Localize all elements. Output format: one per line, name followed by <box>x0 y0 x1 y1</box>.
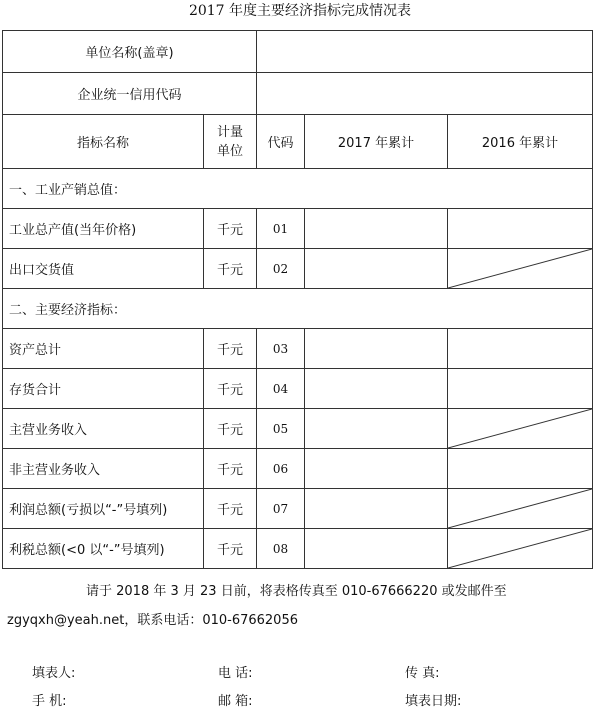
row-unit: 千元 <box>204 409 257 449</box>
diagonal-strike <box>448 489 592 528</box>
cell-2016[interactable] <box>448 209 593 249</box>
cell-2016-disabled <box>448 489 593 529</box>
cell-2016[interactable] <box>448 329 593 369</box>
table-row <box>3 409 593 449</box>
row-unit: 千元 <box>204 329 257 369</box>
row-code: 04 <box>257 369 305 409</box>
table-row <box>3 449 593 489</box>
fax-label: 传 真: <box>405 666 440 681</box>
header-row <box>3 115 593 169</box>
date-label: 填表日期: <box>405 694 462 709</box>
section-title-2: 二、主要经济指标： <box>3 289 593 329</box>
row-code: 05 <box>257 409 305 449</box>
row-unit: 千元 <box>204 209 257 249</box>
unit-name-label: 单位名称(盖章) <box>3 31 257 73</box>
section-title-1: 一、工业产销总值： <box>3 169 593 209</box>
indicator-table <box>2 30 593 569</box>
credit-code-row <box>3 73 593 115</box>
row-unit: 千元 <box>204 529 257 569</box>
diagonal-strike <box>448 529 592 568</box>
row-name: 非主营业务收入 <box>3 449 204 489</box>
table-row <box>3 249 593 289</box>
form-title: 2017 年度主要经济指标完成情况表 <box>188 3 412 19</box>
row-unit: 千元 <box>204 369 257 409</box>
cell-2016-disabled <box>448 249 593 289</box>
section-row-2 <box>3 289 593 329</box>
cell-2017[interactable] <box>305 329 448 369</box>
credit-code-field[interactable] <box>257 73 593 115</box>
filler-label: 填表人: <box>32 666 76 681</box>
mobile-label: 手 机: <box>32 694 67 709</box>
row-name: 工业总产值(当年价格) <box>3 209 204 249</box>
cell-2016[interactable] <box>448 369 593 409</box>
row-code: 01 <box>257 209 305 249</box>
row-name: 存货合计 <box>3 369 204 409</box>
cell-2016-disabled <box>448 409 593 449</box>
cell-2017[interactable] <box>305 489 448 529</box>
row-code: 02 <box>257 249 305 289</box>
row-name: 主营业务收入 <box>3 409 204 449</box>
row-name: 利润总额(亏损以“-”号填列) <box>3 489 204 529</box>
header-code: 代码 <box>257 115 305 169</box>
diagonal-strike <box>448 249 592 288</box>
cell-2017[interactable] <box>305 369 448 409</box>
header-unit: 计量单位 <box>204 115 257 169</box>
header-indicator: 指标名称 <box>3 115 204 169</box>
row-code: 03 <box>257 329 305 369</box>
row-unit: 千元 <box>204 449 257 489</box>
row-unit: 千元 <box>204 249 257 289</box>
email-label: 邮 箱: <box>218 694 253 709</box>
cell-2017[interactable] <box>305 249 448 289</box>
row-code: 06 <box>257 449 305 489</box>
unit-name-field[interactable] <box>257 31 593 73</box>
phone-label: 电 话: <box>218 666 253 681</box>
table-row <box>3 369 593 409</box>
diagonal-strike <box>448 409 592 448</box>
cell-2017[interactable] <box>305 409 448 449</box>
cell-2016-disabled <box>448 529 593 569</box>
row-code: 08 <box>257 529 305 569</box>
header-2016: 2016 年累计 <box>448 115 593 169</box>
row-name: 出口交货值 <box>3 249 204 289</box>
cell-2017[interactable] <box>305 449 448 489</box>
contact-info: zgyqxh@yeah.net，联系电话：010-67662056 <box>7 613 298 628</box>
table-row <box>3 329 593 369</box>
cell-2017[interactable] <box>305 529 448 569</box>
cell-2016[interactable] <box>448 449 593 489</box>
row-name: 资产总计 <box>3 329 204 369</box>
header-2017: 2017 年累计 <box>305 115 448 169</box>
row-code: 07 <box>257 489 305 529</box>
cell-2017[interactable] <box>305 209 448 249</box>
submission-instructions: 请于 2018 年 3 月 23 日前，将表格传真至 010-67666220 或发邮件至 <box>86 584 507 599</box>
row-unit: 千元 <box>204 489 257 529</box>
table-row <box>3 489 593 529</box>
table-row <box>3 529 593 569</box>
row-name: 利税总额(<0 以“-”号填列) <box>3 529 204 569</box>
section-row-1 <box>3 169 593 209</box>
credit-code-label: 企业统一信用代码 <box>3 73 257 115</box>
table-row <box>3 209 593 249</box>
unit-name-row <box>3 31 593 73</box>
